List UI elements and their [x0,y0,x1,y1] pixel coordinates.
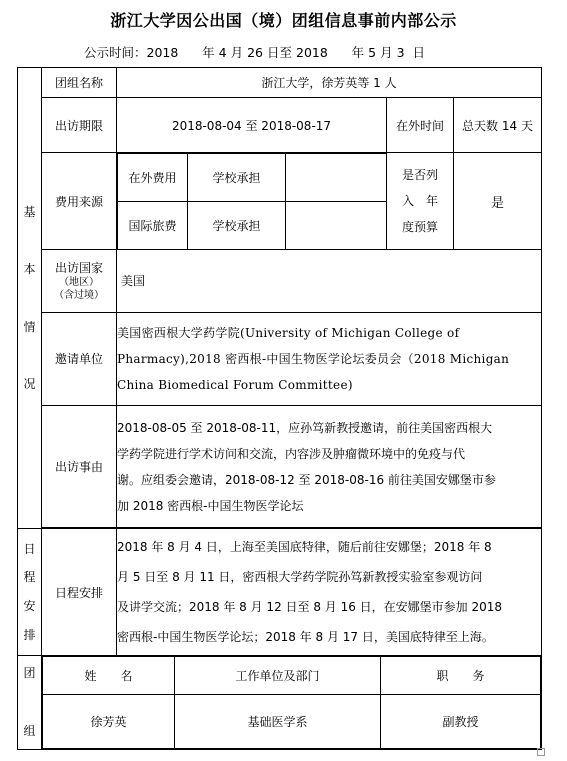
travel-cost-value: 学校承担 [188,202,286,249]
end-year: 2018 [296,45,328,60]
empty-cell [286,153,387,201]
abroad-time-label: 在外时间 [387,98,454,153]
member-unit: 基础医学系 [175,694,381,748]
abroad-cost-value: 学校承担 [188,153,286,201]
country-label: 出访国家 （地区） （含过境） [42,250,117,313]
group-name-value: 浙江大学，徐芳英等 1 人 [117,68,542,98]
abroad-time-value: 总天数 14 天 [454,98,542,153]
start-day: 26 [247,45,264,60]
end-day: 3 [396,45,405,60]
funding-label: 费用来源 [42,152,117,249]
section-basic-info: 基 本 情 况 [18,68,42,529]
info-table [17,67,542,750]
member-name: 徐芳英 [43,694,175,748]
end-mark [537,748,545,756]
end-month: 5 [368,45,377,60]
visit-period-label: 出访期限 [42,98,117,153]
members-header-name: 姓 名 [43,656,175,694]
funding-detail [117,153,386,249]
country-value: 美国 [117,250,542,313]
budget-value: 是 [454,152,542,249]
group-name-label: 团组名称 [42,68,117,98]
member-title: 副教授 [381,694,541,748]
travel-cost-label: 国际旅费 [118,202,188,249]
table-row [43,694,541,748]
purpose-label: 出访事由 [42,405,117,527]
empty-cell [286,202,387,249]
publication-period: 公示时间：2018 年 4 月 26 日至 2018 年 5 月 3 日 [84,45,426,60]
start-month: 4 [218,45,227,60]
publication-label: 公示时间： [84,45,147,60]
schedule-value: 2018 年 8 月 4 日，上海至美国底特律，随后前往安娜堡；2018 年 8 月 5 日至 8 月 11 日，密西根大学药学院孙笃新教授实验室参观访问 及讲学交流；2018 年 8 月 12 日至 8 月 16 日，在安娜堡市参加 2018 密西根-中国生物医学论坛；2018 年 8 月 17 日，美国底特律至上海。 [117,529,542,655]
page-title: 浙江大学因公出国（境）团组信息事前内部公示 [110,11,457,30]
section-schedule: 日 程 安 排 [18,529,42,655]
visit-period-value: 2018-08-04 至 2018-08-17 [117,98,387,153]
section-group: 团 组 [18,655,42,749]
purpose-value: 2018-08-05 至 2018-08-11，应孙笃新教授邀请，前往美国密西根大 学药学院进行学术访问和交流，内容涉及肿瘤微环境中的免疫与代 谢。应组委会邀请，2018-08-12 至 2018-08-16 前往美国安娜堡市参 加 2018 密西根-中国生物医学论坛 [117,405,542,527]
abroad-cost-label: 在外费用 [118,153,188,201]
members-header-unit: 工作单位及部门 [175,656,381,694]
members-header-title: 职 务 [381,656,541,694]
inviter-label: 邀请单位 [42,312,117,405]
schedule-label: 日程安排 [42,529,117,655]
budget-label: 是否列 入 年 度预算 [387,152,454,249]
inviter-value: 美国密西根大学药学院(University of Michigan College of Pharmacy),2018 密西根-中国生物医学论坛委员会（2018 Michigan China Biomedical Forum Committee) [117,312,542,405]
members-table [42,656,541,749]
start-year: 2018 [146,45,179,60]
